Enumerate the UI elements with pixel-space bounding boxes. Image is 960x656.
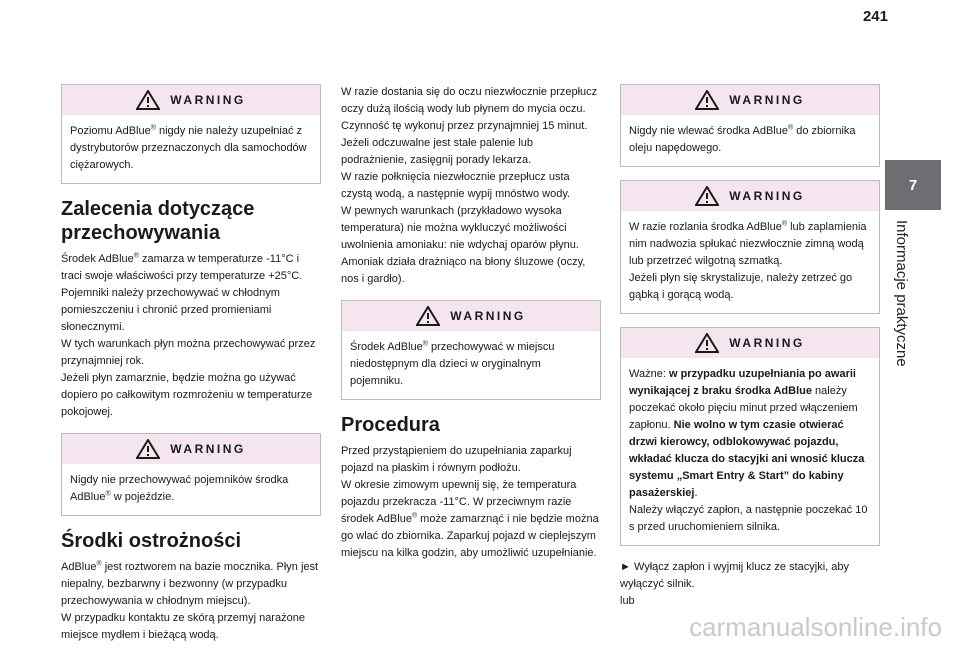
page-number: 241 (862, 8, 888, 25)
warning-title: WARNING (170, 442, 246, 456)
paragraph: W razie połknięcia niezwłocznie przepłucz usta czystą wodą, a następnie wypij mnóstwo wody. (341, 171, 571, 200)
chapter-number-tab: 7 (885, 160, 941, 210)
warning-triangle-icon (695, 90, 719, 110)
warning-text: W razie rozlania środka AdBlue® lub zaplamienia nim nadwozia spłukać niezwłocznie zimną wodą lub przetrzeć wilgotną szmatką. (629, 220, 867, 267)
section-title-procedure: Procedura (341, 414, 440, 436)
watermark: carmanualsonline.info (689, 612, 942, 642)
precautions-text (61, 559, 321, 644)
paragraph: Przed przystąpieniem do uzupełniania zaparkuj pojazd na płaskim i równym podłożu. (341, 445, 572, 474)
warning-text: Środek AdBlue® przechowywać w miejscu niedostępnym dla dzieci w oryginalnym pojemniku. (350, 340, 555, 387)
section-title-precautions: Środki ostrożności (61, 530, 242, 552)
step-item: ► Wyłącz zapłon i wyjmij klucz ze stacyjki, aby wyłączyć silnik. (620, 561, 850, 590)
paragraph: W razie dostania się do oczu niezwłocznie przepłucz oczy dużą ilością wody lub płynem do mycia oczu. Czynność tę wykonuj przez przynajmniej 15 minut. Jeżeli odczuwalne jest stałe palenie lub podrażnienie, zasięgnij porady lekarza. (341, 86, 598, 166)
column-3 (620, 84, 880, 622)
warning-triangle-icon (416, 306, 440, 326)
paragraph: W pewnych warunkach (przykładowo wysoka temperatura) nie można wykluczyć możliwości uwolnienia amoniaku: nie wdychaj oparów płynu. Amoniak działa drażniąco na błony śluzowe (oczy, nos i gardło). (341, 205, 586, 285)
warning-text: Nigdy nie wlewać środka AdBlue® do zbiornika oleju napędowego. (629, 124, 856, 154)
text-run: Ważne: (629, 368, 669, 380)
paragraph: W okresie zimowym upewnij się, że temperatura pojazdu przekracza -11°C. W przeciwnym razie środek AdBlue® może zamarznąć i nie będzie można go wlać do zbiornika. Zaparkuj pojazd w cieplejszym miejscu na kilka godzin, aby umożliwić uzupełnianie. (341, 479, 599, 559)
text-run: należy poczekać około pięciu minut przed włączeniem zapłonu. (629, 385, 858, 431)
bold-text: w przypadku uzupełniania po awarii wynikającej z braku środka AdBlue (629, 368, 856, 397)
text-run: . (694, 487, 698, 499)
paragraph: W przypadku kontaktu ze skórą przemyj narażone miejsce mydłem i bieżącą wodą. (61, 612, 305, 641)
warning-title: WARNING (729, 93, 805, 107)
warning-text: Należy włączyć zapłon, a następnie poczekać 10 s przed uruchomieniem silnika. (629, 504, 868, 533)
warning-box (620, 84, 880, 167)
warning-title: WARNING (170, 93, 246, 107)
procedure-text (341, 443, 601, 562)
paragraph: W tych warunkach płyn można przechowywać przez przynajmniej rok. (61, 338, 316, 367)
first-aid-text (341, 84, 601, 288)
warning-triangle-icon (695, 333, 719, 353)
warning-text: Jeżeli płyn się skrystalizuje, należy zetrzeć go gąbką i gorącą wodą. (629, 272, 853, 301)
warning-text (629, 366, 871, 502)
storage-text (61, 251, 321, 421)
warning-title: WARNING (729, 336, 805, 350)
warning-box (620, 327, 880, 546)
warning-title: WARNING (729, 189, 805, 203)
paragraph: AdBlue® jest roztworem na bazie mocznika. Płyn jest niepalny, bezbarwny i bezwonny (w przypadku przechowywania w chłodnym miejscu). (61, 560, 319, 607)
column-1 (61, 84, 321, 656)
warning-box (341, 300, 601, 400)
column-2 (341, 84, 601, 574)
chapter-title: Informacje praktyczne (893, 220, 910, 367)
paragraph: Jeżeli płyn zamarznie, będzie można go używać dopiero po całkowitym rozmrożeniu w temperaturze pokojowej. (61, 372, 313, 418)
warning-triangle-icon (136, 90, 160, 110)
warning-triangle-icon (695, 186, 719, 206)
warning-text: Nigdy nie przechowywać pojemników środka AdBlue® w pojeździe. (70, 474, 289, 503)
warning-box (61, 84, 321, 184)
warning-box (620, 180, 880, 314)
step-text (620, 559, 880, 610)
paragraph: Środek AdBlue® zamarza w temperaturze -11°C i traci swoje właściwości przy temperaturze +25°C. Pojemniki należy przechowywać w chłodnym pomieszczeniu i chronić przed promieniami słonecznymi. (61, 252, 303, 333)
warning-text: Poziomu AdBlue® nigdy nie należy uzupełniać z dystrybutorów przeznaczonych dla samochodów ciężarowych. (70, 124, 307, 171)
warning-title: WARNING (450, 309, 526, 323)
warning-box (61, 433, 321, 516)
bold-text: Nie wolno w tym czasie otwierać drzwi kierowcy, odblokowywać pojazdu, wkładać klucza do stacyjki ani wnosić klucza systemu „Smart Entry & Start” do kabiny pasażerskiej (629, 419, 865, 499)
paragraph: lub (620, 595, 635, 607)
section-title-storage: Zalecenia dotyczące przechowywania (61, 198, 255, 244)
warning-triangle-icon (136, 439, 160, 459)
